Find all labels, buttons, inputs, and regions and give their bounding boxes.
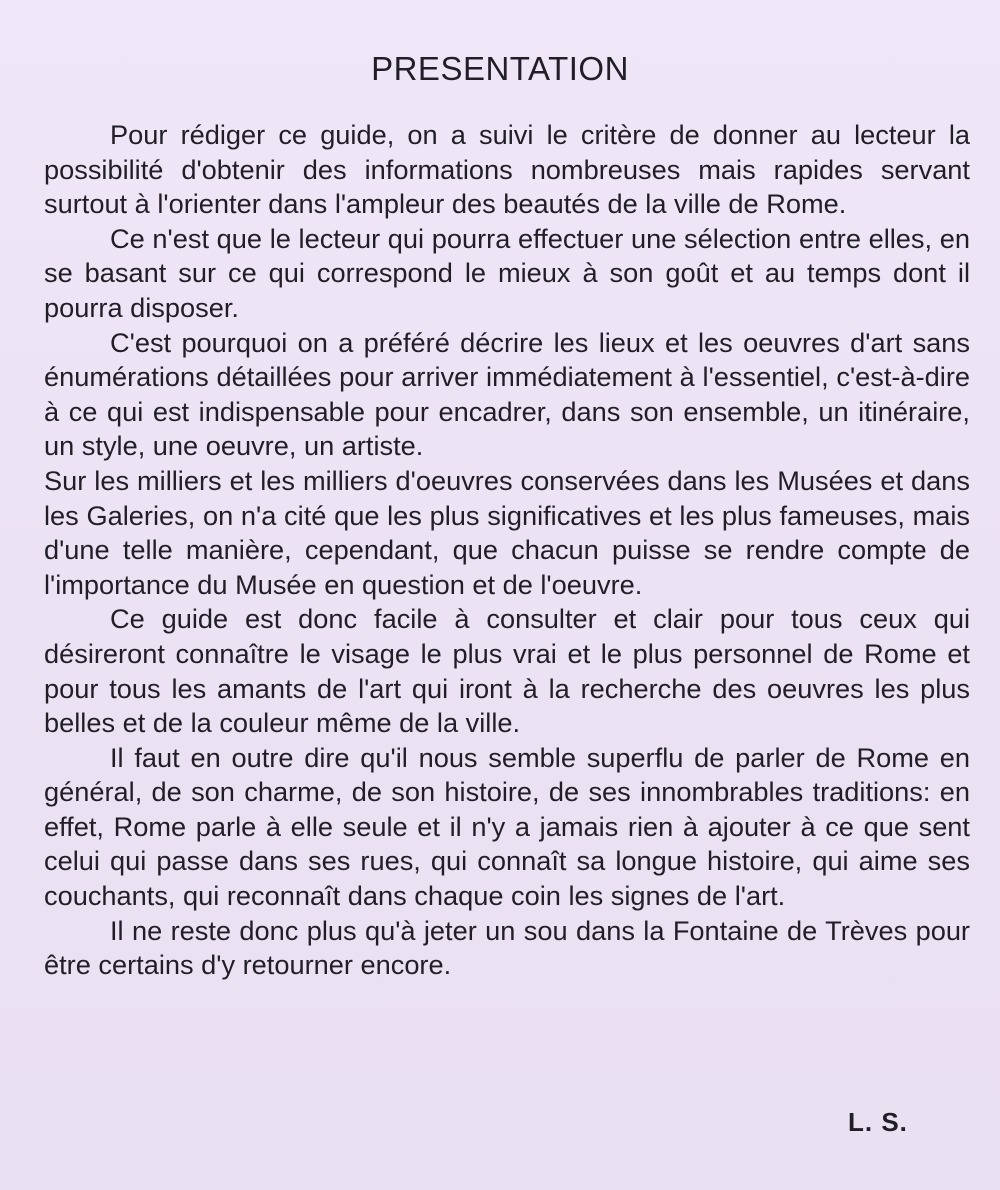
paragraph: Il faut en outre dire qu'il nous semble superflu de parler de Rome en général, de son charme, de son histoire, de ses innombrables traditions: en effet, Rome parle à elle seule et il n'y a jamais rien à ajouter à ce que sent celui qui passe dans ses rues, qui connaît sa longue histoire, qui aime ses couchants, qui reconnaît dans chaque coin les signes de l'art. (44, 741, 970, 912)
paragraph: C'est pourquoi on a préféré décrire les lieux et les oeuvres d'art sans énumérations détaillées pour arriver immédiatement à l'essentiel, c'est-à-dire à ce qui est indispensable pour encadrer, dans son ensemble, un itinéraire, un style, une oeuvre, un artiste. (44, 326, 970, 462)
paragraph: Ce guide est donc facile à consulter et clair pour tous ceux qui désireront connaître le visage le plus vrai et le plus personnel de Rome et pour tous les amants de l'art qui iront à la recherche des oeuvres les plus belles et de la couleur même de la ville. (44, 603, 970, 739)
page-title: PRESENTATION (371, 50, 629, 87)
signature: L. S. (848, 1107, 908, 1137)
paragraph: Ce n'est que le lecteur qui pourra effectuer une sélection entre elles, en se basant sur ce qui correspond le mieux à son goût et au temps dont il pourra disposer. (44, 222, 970, 323)
body-text (44, 118, 970, 983)
paragraph: Sur les milliers et les milliers d'oeuvres conservées dans les Musées et dans les Galeries, on n'a cité que les plus significatives et les plus fameuses, mais d'une telle manière, cependant, que chacun puisse se rendre compte de l'importance du Musée en question et de l'oeuvre. (44, 464, 970, 600)
paragraph: Pour rédiger ce guide, on a suivi le critère de donner au lecteur la possibilité d'obtenir des informations nombreuses mais rapides servant surtout à l'orienter dans l'ampleur des beautés de la ville de Rome. (44, 119, 970, 220)
paragraph: Il ne reste donc plus qu'à jeter un sou dans la Fontaine de Trèves pour être certains d'y retourner encore. (44, 914, 970, 981)
